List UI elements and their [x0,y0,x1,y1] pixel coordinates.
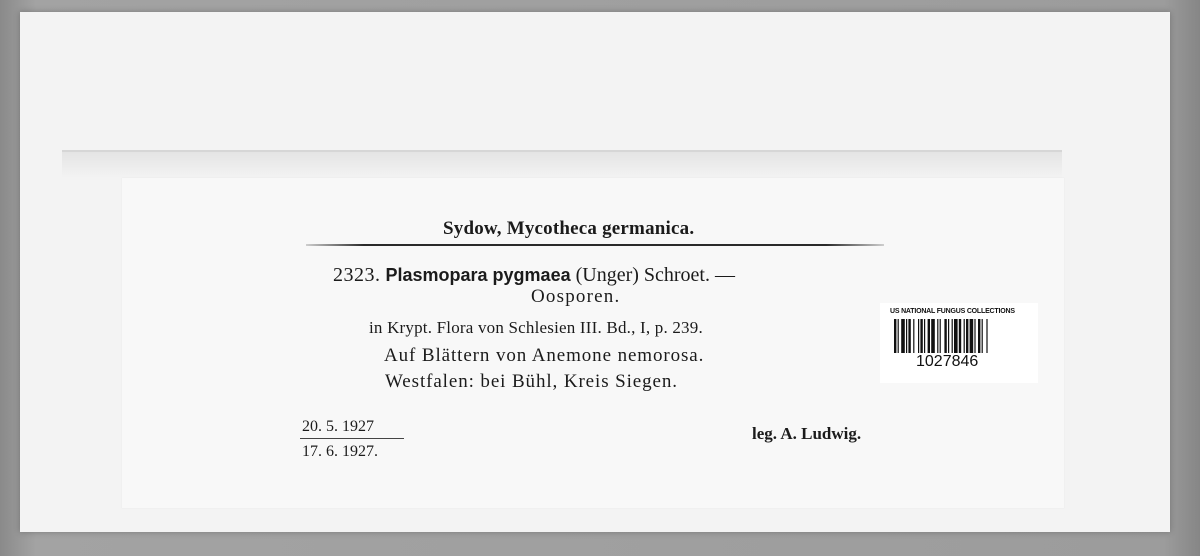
species-author: (Unger) Schroet. — [575,264,735,286]
host-plant: Auf Blättern von Anemone nemorosa. [384,345,705,366]
collection-date-2: 17. 6. 1927. [302,443,378,460]
packet-fold-shadow [62,152,1062,178]
species-name: Plasmopara pygmaea [385,265,571,285]
barcode-bars [894,319,1024,353]
collector: leg. A. Ludwig. [752,424,862,443]
barcode-institution: US NATIONAL FUNGUS COLLECTIONS [890,308,1015,315]
date-rule [300,438,404,439]
barcode-number: 1027846 [916,353,979,370]
literature-citation: in Krypt. Flora von Schlesien III. Bd., I, p. 239. [369,318,703,337]
species-line [333,264,735,287]
barcode-label [880,303,1038,383]
header-rule [306,244,884,246]
spore-stage: Oosporen. [531,286,621,307]
collection-locality: Westfalen: bei Bühl, Kreis Siegen. [385,371,678,392]
exsiccata-number: 2323. [333,264,381,286]
exsiccata-header: Sydow, Mycotheca germanica. [443,218,695,239]
collection-date-1: 20. 5. 1927 [302,418,374,435]
